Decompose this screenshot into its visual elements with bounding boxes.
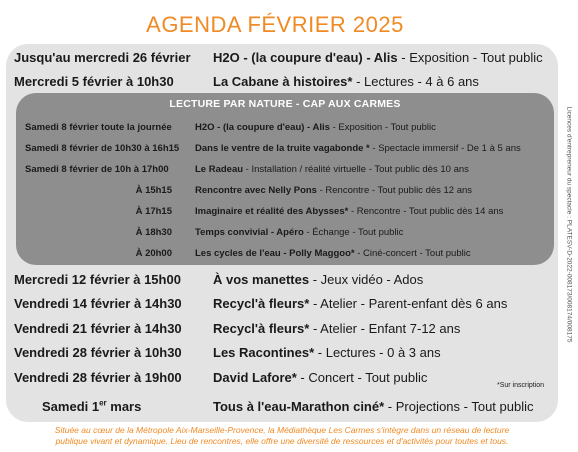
event-time: À 18h30 — [135, 227, 172, 238]
event-date: Vendredi 21 février à 14h30 — [14, 321, 182, 336]
event-time: À 20h00 — [135, 248, 172, 259]
block-event-row — [16, 182, 554, 200]
block-event-row — [16, 140, 554, 158]
license-sidebar — [563, 44, 575, 404]
event-info — [213, 341, 441, 365]
event-info — [195, 161, 469, 179]
event-detail: - Atelier - Enfant 7-12 ans — [309, 321, 461, 336]
event-date: Samedi 8 février de 10h à 17h00 — [25, 164, 169, 175]
event-detail: - Atelier - Parent-enfant dès 6 ans — [309, 296, 508, 311]
event-info — [213, 292, 507, 316]
footer-text — [6, 425, 558, 447]
license-text: Licences d'entrepreneur du spectacle : PLATESV-D-2022-008173/008174/008175 — [565, 105, 573, 343]
event-detail: - Jeux vidéo - Ados — [309, 272, 424, 287]
event-name: Tous à l'eau-Marathon ciné* — [213, 399, 385, 414]
event-time: À 15h15 — [135, 185, 172, 196]
event-name: Le Radeau — [195, 164, 244, 175]
event-info — [195, 224, 403, 242]
event-name: Rencontre avec Nelly Pons — [195, 185, 317, 196]
event-date: Samedi 8 février toute la journée — [25, 122, 172, 133]
event-date: Samedi 8 février de 10h30 à 16h15 — [25, 143, 180, 154]
event-date: Vendredi 14 février à 14h30 — [14, 296, 182, 311]
event-row — [0, 268, 560, 292]
lecture-par-nature-block — [16, 93, 554, 265]
block-title: LECTURE PAR NATURE - CAP AUX CARMES — [169, 98, 401, 110]
block-event-row — [16, 119, 554, 137]
event-name: Les Racontines* — [213, 345, 315, 360]
event-date: Jusqu'au mercredi 26 février — [14, 50, 191, 65]
event-detail: - Projections - Tout public — [384, 399, 534, 414]
event-name: Recycl'à fleurs* — [213, 321, 310, 336]
date-prefix: Samedi 1 — [42, 399, 100, 414]
event-name: Imaginaire et réalité des Abysses* — [195, 206, 349, 217]
event-name: Les cycles de l'eau - Polly Maggoo* — [195, 248, 355, 259]
date-suffix: mars — [106, 399, 142, 414]
event-row — [0, 341, 560, 365]
page-title: AGENDA FÉVRIER 2025 — [146, 12, 404, 37]
event-info — [213, 395, 534, 419]
event-detail: - Rencontre - Tout public dès 14 ans — [348, 206, 504, 217]
event-name: Recycl'à fleurs* — [213, 296, 310, 311]
block-event-row — [16, 245, 554, 263]
event-date: Vendredi 28 février à 10h30 — [14, 345, 182, 360]
block-event-row — [16, 161, 554, 179]
footer-line: Située au cœur de la Métropole Aix-Marseille-Provence, la Médiathèque Les Carmes s'intègre dans un réseau de lecture — [54, 425, 510, 435]
event-name: H2O - (la coupure d'eau) - Alis — [213, 50, 398, 65]
event-name: David Lafore* — [213, 370, 297, 385]
footer-line: publique vivant et dynamique. Lieu de rencontres, elle offre une diversité de ressources et d'activités pour toutes et tous. — [55, 436, 509, 446]
block-event-row — [16, 224, 554, 242]
event-detail: - Lectures - 4 à 6 ans — [352, 74, 479, 89]
event-name: La Cabane à histoires* — [213, 74, 353, 89]
event-name: H2O - (la coupure d'eau) - Alis — [195, 122, 330, 133]
event-info — [213, 317, 460, 341]
event-detail: - Concert - Tout public — [296, 370, 428, 385]
event-info — [195, 182, 472, 200]
event-name: À vos manettes — [213, 272, 310, 287]
inscription-note: *Sur inscription — [497, 382, 545, 389]
event-date: Mercredi 5 février à 10h30 — [14, 74, 174, 89]
event-detail: - Installation / réalité virtuelle - Tout public dès 10 ans — [243, 164, 469, 175]
event-detail: - Échange - Tout public — [303, 227, 404, 238]
event-name: Dans le ventre de la truite vagabonde * — [195, 143, 370, 154]
event-date: Vendredi 28 février à 19h00 — [14, 370, 182, 385]
event-name: Temps convivial - Apéro — [195, 227, 304, 238]
event-detail: - Exposition - Tout public — [397, 50, 543, 65]
event-row — [0, 317, 560, 341]
event-date — [42, 395, 141, 419]
event-row — [0, 292, 560, 316]
event-info — [213, 366, 427, 390]
event-info — [213, 268, 423, 292]
event-date: Mercredi 12 février à 15h00 — [14, 272, 181, 287]
event-info — [213, 70, 479, 94]
event-row — [0, 70, 560, 94]
event-info — [213, 46, 543, 70]
date-superscript: er — [99, 398, 107, 408]
event-detail: - Exposition - Tout public — [329, 122, 436, 133]
event-row — [0, 395, 560, 419]
event-detail: - Lectures - 0 à 3 ans — [314, 345, 441, 360]
event-time: À 17h15 — [135, 206, 172, 217]
event-info — [195, 245, 471, 263]
event-info — [195, 140, 521, 158]
event-detail: - Rencontre - Tout public dès 12 ans — [316, 185, 473, 196]
event-info — [195, 203, 503, 221]
event-row — [0, 46, 560, 70]
event-detail: - Spectacle immersif - De 1 à 5 ans — [369, 143, 521, 154]
event-info — [195, 119, 436, 137]
block-event-row — [16, 203, 554, 221]
event-detail: - Ciné-concert - Tout public — [354, 248, 471, 259]
event-row — [0, 366, 560, 390]
